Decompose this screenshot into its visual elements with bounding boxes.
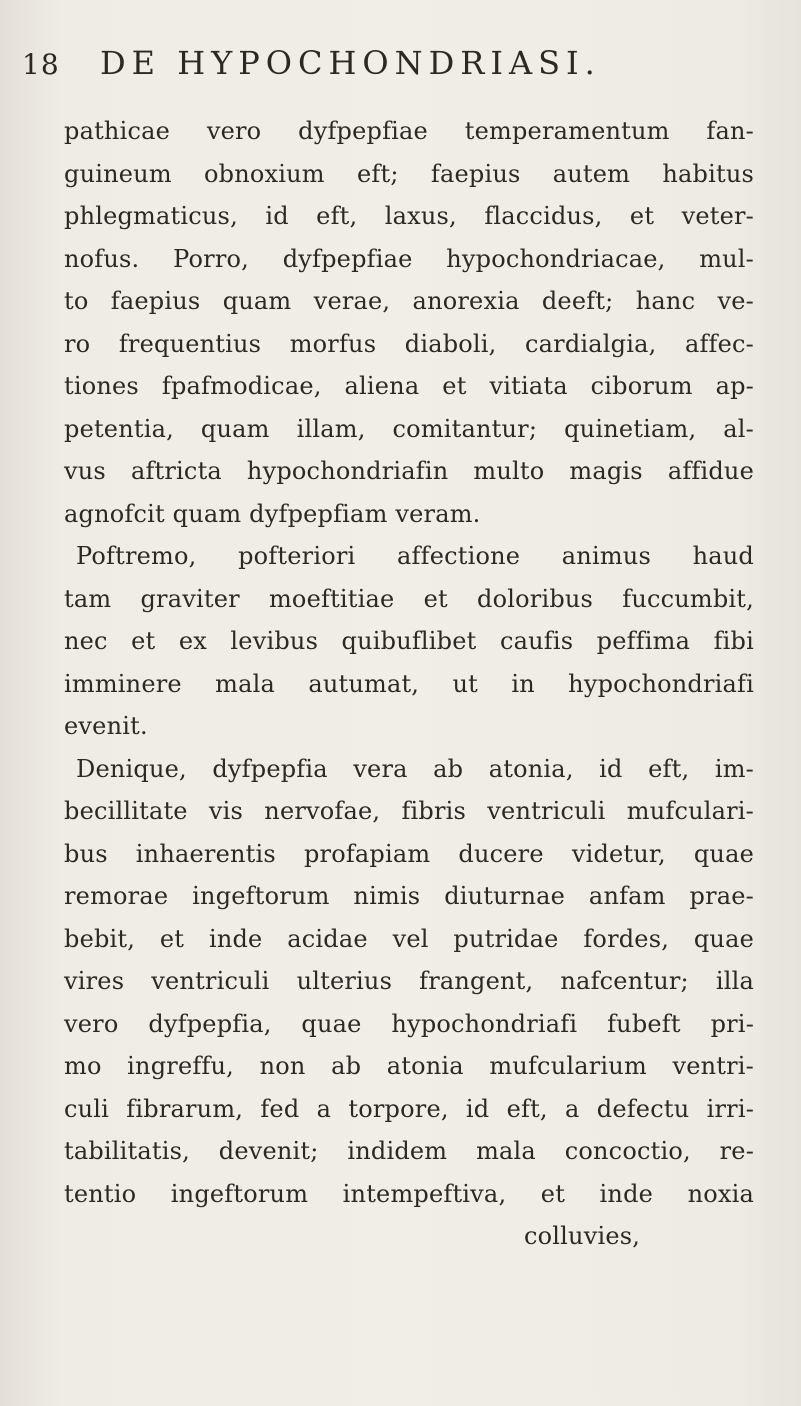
text-line: tam graviter moeftitiae et doloribus fuccumbit,: [64, 584, 754, 613]
text-line: tabilitatis, devenit; indidem mala concoctio, re-: [64, 1137, 754, 1165]
text-line: nofus. Porro, dyfpepfiae hypochondriacae, mul-: [64, 244, 754, 273]
text-line: agnofcit quam dyfpepfiam veram.: [64, 499, 481, 528]
text-line: vus aftricta hypochondriafin multo magis affidue: [64, 457, 754, 485]
text-line: petentia, quam illam, comitantur; quinetiam, al-: [64, 414, 754, 443]
text-line: bus inhaerentis profapiam ducere videtur, quae: [64, 839, 754, 868]
text-line: ro frequentius morfus diaboli, cardialgia, affec-: [64, 329, 754, 358]
text-line: nec et ex levibus quibuflibet caufis peffima fibi: [64, 627, 754, 655]
page-header: [22, 44, 762, 92]
text-line: tentio ingeftorum intempeftiva, et inde noxia: [64, 1179, 754, 1208]
text-line: pathicae vero dyfpepfiae temperamentum fan-: [64, 117, 754, 145]
text-line: to faepius quam verae, anorexia deeft; hanc ve-: [64, 287, 754, 315]
body-text: [64, 110, 754, 1258]
page-number: 18: [22, 48, 60, 81]
catchword: colluvies,: [524, 1222, 641, 1250]
text-line: guineum obnoxium eft; faepius autem habitus: [64, 159, 754, 188]
text-line: mo ingreffu, non ab atonia mufcularium ventri-: [64, 1052, 754, 1080]
text-line: evenit.: [64, 712, 148, 740]
text-line: Poftremo, pofteriori affectione animus haud: [76, 542, 754, 570]
text-line: phlegmaticus, id eft, laxus, flaccidus, et veter-: [64, 202, 754, 230]
text-line: bebit, et inde acidae vel putridae fordes, quae: [64, 924, 754, 953]
text-line: vero dyfpepfia, quae hypochondriafi fubeft pri-: [64, 1009, 754, 1038]
text-line: Denique, dyfpepfia vera ab atonia, id eft, im-: [76, 754, 754, 783]
running-title: DE HYPOCHONDRIASI.: [100, 44, 601, 82]
text-line: remorae ingeftorum nimis diuturnae anfam prae-: [64, 882, 754, 910]
text-line: becillitate vis nervofae, fibris ventriculi mufculari-: [64, 797, 754, 825]
text-line: tiones fpafmodicae, aliena et vitiata ciborum ap-: [64, 372, 754, 400]
text-line: culi fibrarum, fed a torpore, id eft, a defectu irri-: [64, 1094, 754, 1123]
text-line: imminere mala autumat, ut in hypochondriafi: [64, 669, 754, 698]
text-line: vires ventriculi ulterius frangent, nafcentur; illa: [64, 967, 754, 995]
